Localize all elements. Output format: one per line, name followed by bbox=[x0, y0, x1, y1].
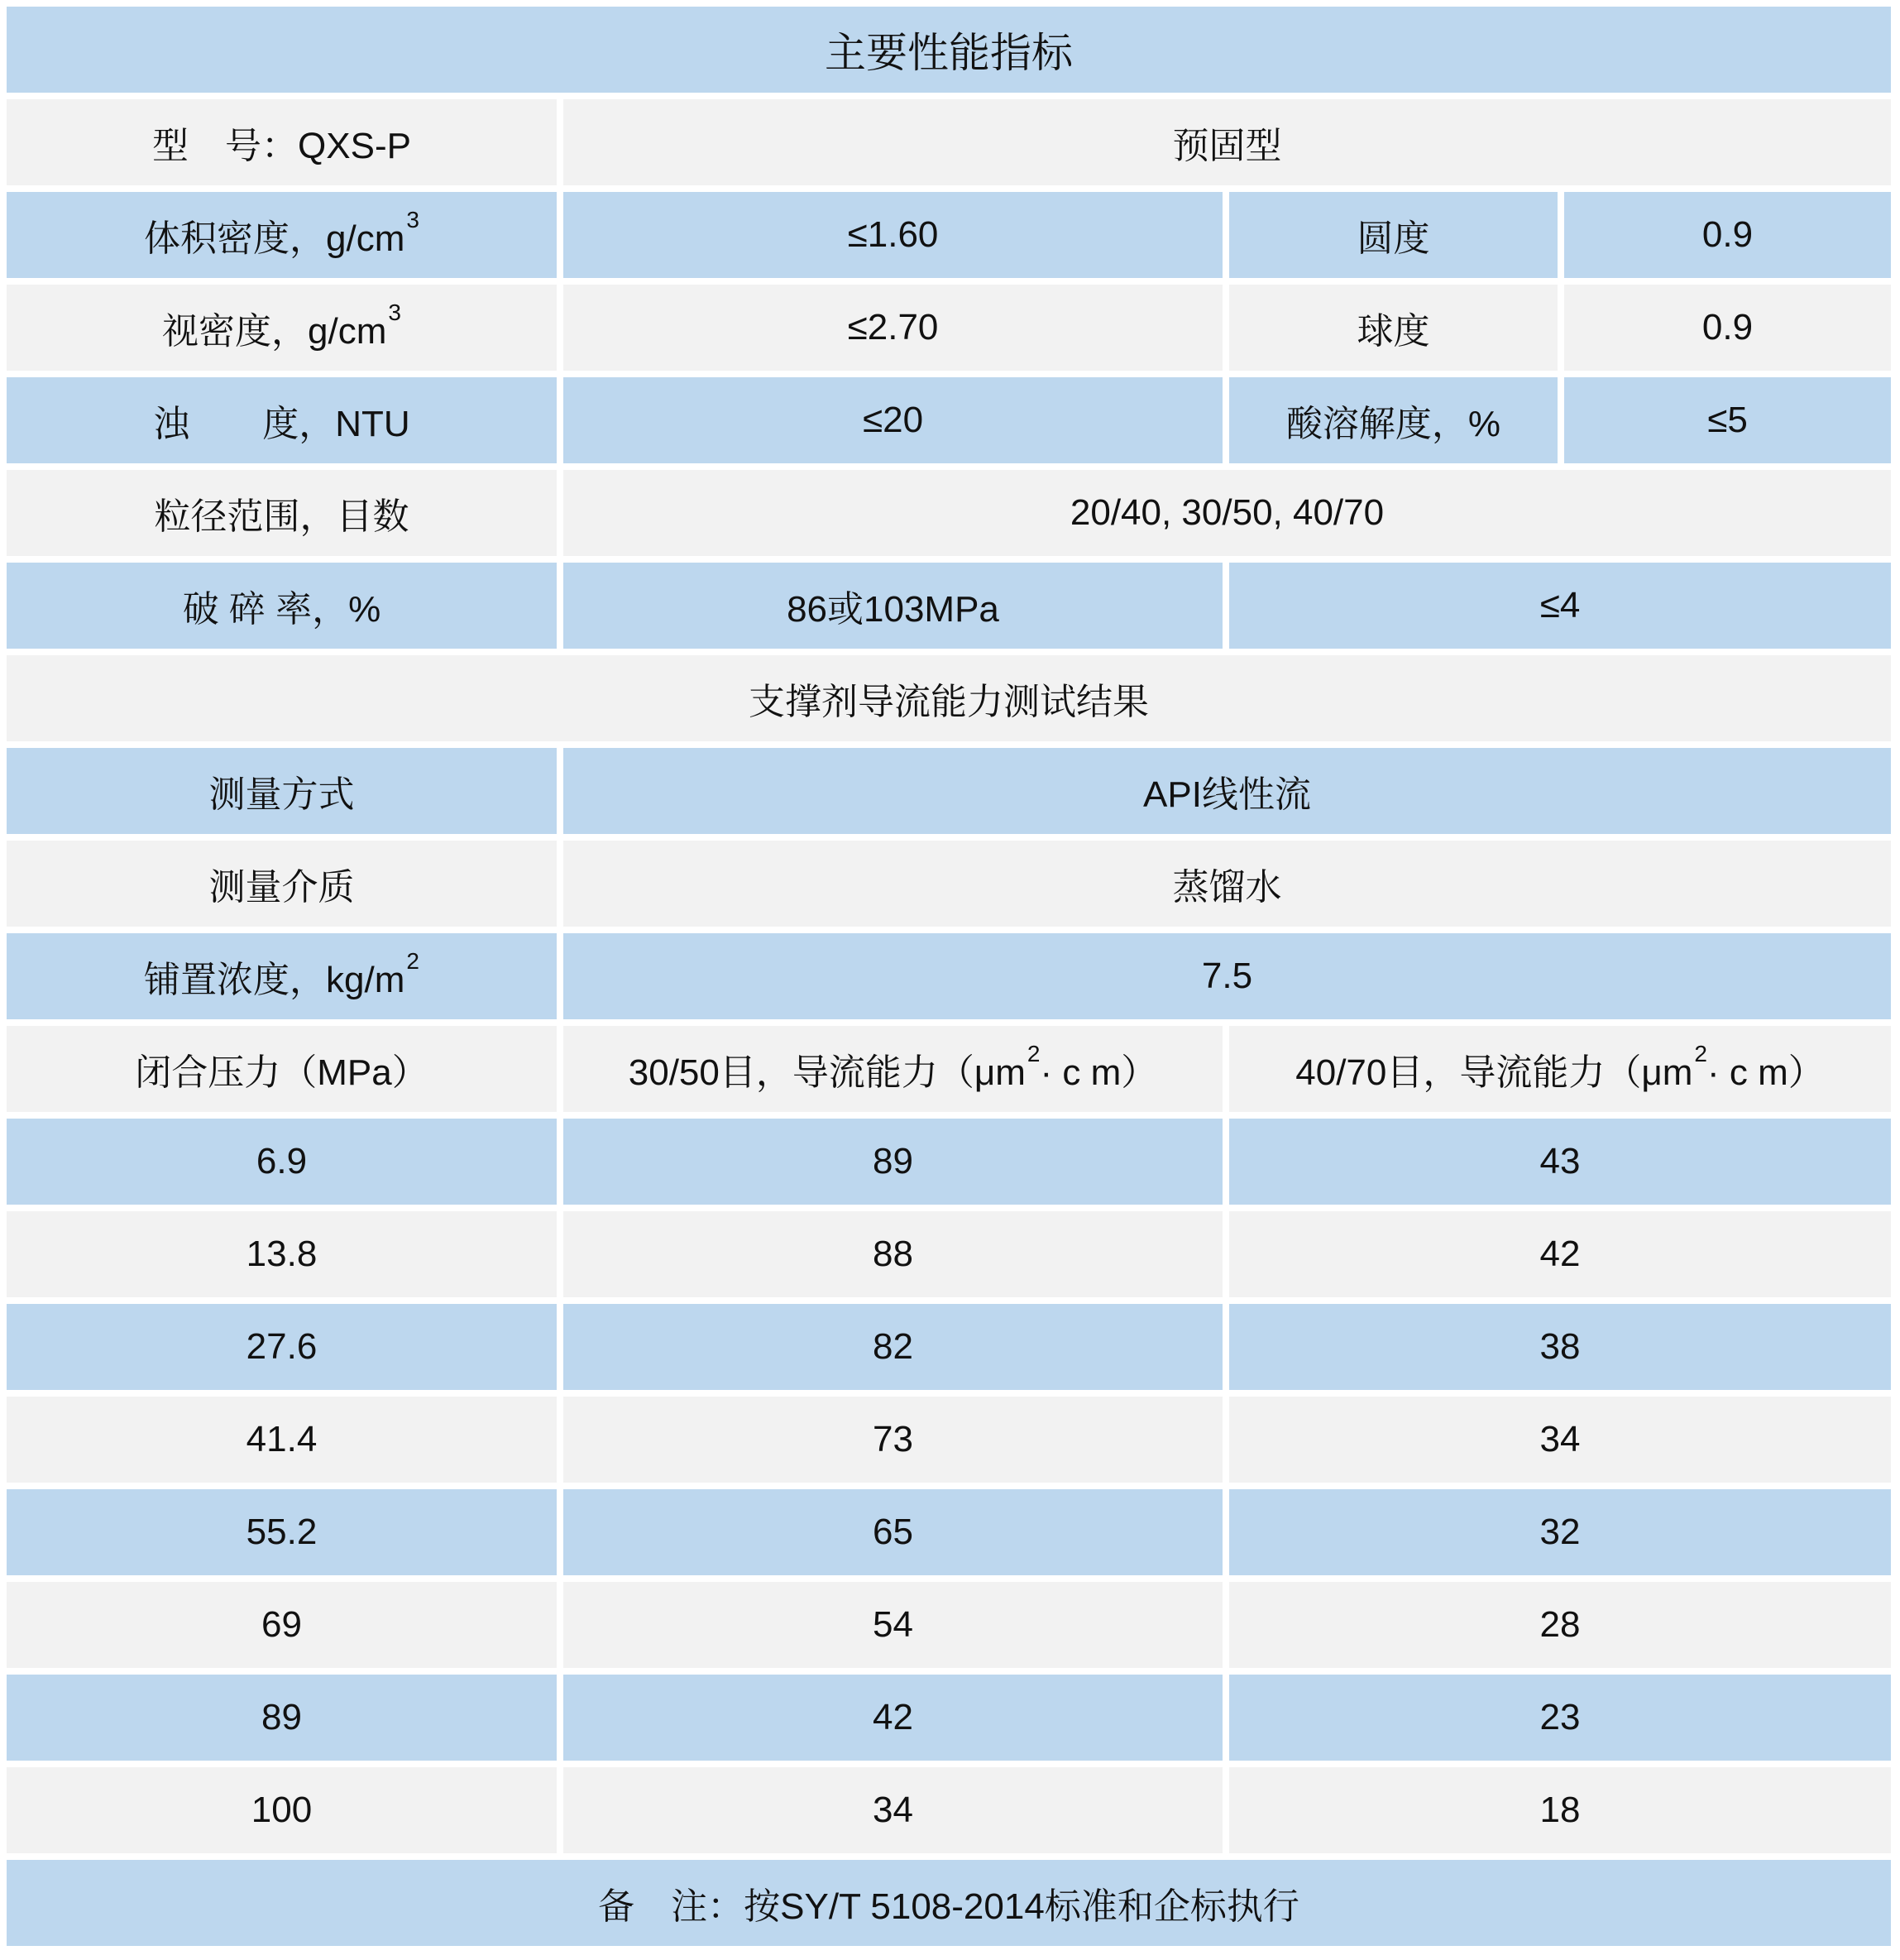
crush-rate-value: ≤4 bbox=[1229, 563, 1891, 649]
bulk-density-label bbox=[7, 192, 557, 278]
table-row-8-pressure: 100 bbox=[7, 1767, 557, 1853]
medium-label: 测量介质 bbox=[7, 841, 557, 927]
turbidity-value: ≤20 bbox=[563, 377, 1223, 463]
table-row-1-3050: 89 bbox=[563, 1119, 1223, 1205]
table-row-6-4070: 28 bbox=[1229, 1582, 1891, 1668]
closure-pressure-header: 闭合压力（MPa） bbox=[7, 1026, 557, 1112]
medium-value: 蒸馏水 bbox=[563, 841, 1891, 927]
apparent-density-value: ≤2.70 bbox=[563, 285, 1223, 371]
method-value: API线性流 bbox=[563, 748, 1891, 834]
concentration-label-sup: 2 bbox=[406, 948, 419, 974]
concentration-label bbox=[7, 933, 557, 1019]
crush-rate-label: 破 碎 率，% bbox=[7, 563, 557, 649]
table-row-3-pressure: 27.6 bbox=[7, 1304, 557, 1390]
method-label: 测量方式 bbox=[7, 748, 557, 834]
bulk-density-label-text: 体积密度，g/cm bbox=[144, 218, 405, 259]
table-row-3-3050: 82 bbox=[563, 1304, 1223, 1390]
conductivity-3050-header bbox=[563, 1026, 1223, 1112]
conductivity-3050-header-sup: 2 bbox=[1027, 1041, 1041, 1066]
table-row-6-pressure: 69 bbox=[7, 1582, 557, 1668]
conductivity-3050-header-pre: 30/50目，导流能力（μm bbox=[628, 1052, 1026, 1093]
table-row-1-pressure: 6.9 bbox=[7, 1119, 557, 1205]
sphericity-value: 0.9 bbox=[1564, 285, 1891, 371]
model-value: 预固型 bbox=[563, 99, 1891, 185]
turbidity-label: 浊 度，NTU bbox=[7, 377, 557, 463]
apparent-density-label bbox=[7, 285, 557, 371]
table-note: 备 注：按SY/T 5108-2014标准和企标执行 bbox=[7, 1860, 1891, 1946]
table-row-8-3050: 34 bbox=[563, 1767, 1223, 1853]
table-row-2-pressure: 13.8 bbox=[7, 1211, 557, 1297]
table-row-5-pressure: 55.2 bbox=[7, 1489, 557, 1575]
table-row-2-3050: 88 bbox=[563, 1211, 1223, 1297]
performance-table bbox=[7, 7, 1891, 1946]
table-row-7-pressure: 89 bbox=[7, 1675, 557, 1761]
table-row-2-4070: 42 bbox=[1229, 1211, 1891, 1297]
conductivity-4070-header-sup: 2 bbox=[1694, 1041, 1707, 1066]
acid-solubility-value: ≤5 bbox=[1564, 377, 1891, 463]
table-row-4-pressure: 41.4 bbox=[7, 1397, 557, 1483]
table-row-6-3050: 54 bbox=[563, 1582, 1223, 1668]
concentration-value: 7.5 bbox=[563, 933, 1891, 1019]
bulk-density-label-sup: 3 bbox=[406, 207, 419, 232]
conductivity-4070-header-post: · c m） bbox=[1706, 1052, 1825, 1093]
table-row-7-3050: 42 bbox=[563, 1675, 1223, 1761]
table-row-5-4070: 32 bbox=[1229, 1489, 1891, 1575]
table-row-8-4070: 18 bbox=[1229, 1767, 1891, 1853]
size-range-label: 粒径范围，目数 bbox=[7, 470, 557, 556]
crush-rate-pressure: 86或103MPa bbox=[563, 563, 1223, 649]
acid-solubility-label: 酸溶解度，% bbox=[1229, 377, 1558, 463]
apparent-density-label-text: 视密度，g/cm bbox=[162, 311, 387, 352]
sphericity-label: 球度 bbox=[1229, 285, 1558, 371]
conductivity-4070-header-pre: 40/70目，导流能力（μm bbox=[1295, 1052, 1693, 1093]
table-title: 主要性能指标 bbox=[7, 7, 1891, 93]
concentration-label-text: 铺置浓度，kg/m bbox=[144, 960, 405, 1000]
roundness-label: 圆度 bbox=[1229, 192, 1558, 278]
table-row-1-4070: 43 bbox=[1229, 1119, 1891, 1205]
size-range-value: 20/40, 30/50, 40/70 bbox=[563, 470, 1891, 556]
table-row-7-4070: 23 bbox=[1229, 1675, 1891, 1761]
conductivity-4070-header bbox=[1229, 1026, 1891, 1112]
bulk-density-value: ≤1.60 bbox=[563, 192, 1223, 278]
section2-title: 支撑剂导流能力测试结果 bbox=[7, 655, 1891, 741]
table-row-3-4070: 38 bbox=[1229, 1304, 1891, 1390]
roundness-value: 0.9 bbox=[1564, 192, 1891, 278]
table-row-4-4070: 34 bbox=[1229, 1397, 1891, 1483]
conductivity-3050-header-post: · c m） bbox=[1040, 1052, 1158, 1093]
table-row-5-3050: 65 bbox=[563, 1489, 1223, 1575]
table-row-4-3050: 73 bbox=[563, 1397, 1223, 1483]
apparent-density-label-sup: 3 bbox=[388, 300, 401, 325]
model-label: 型 号：QXS-P bbox=[7, 99, 557, 185]
